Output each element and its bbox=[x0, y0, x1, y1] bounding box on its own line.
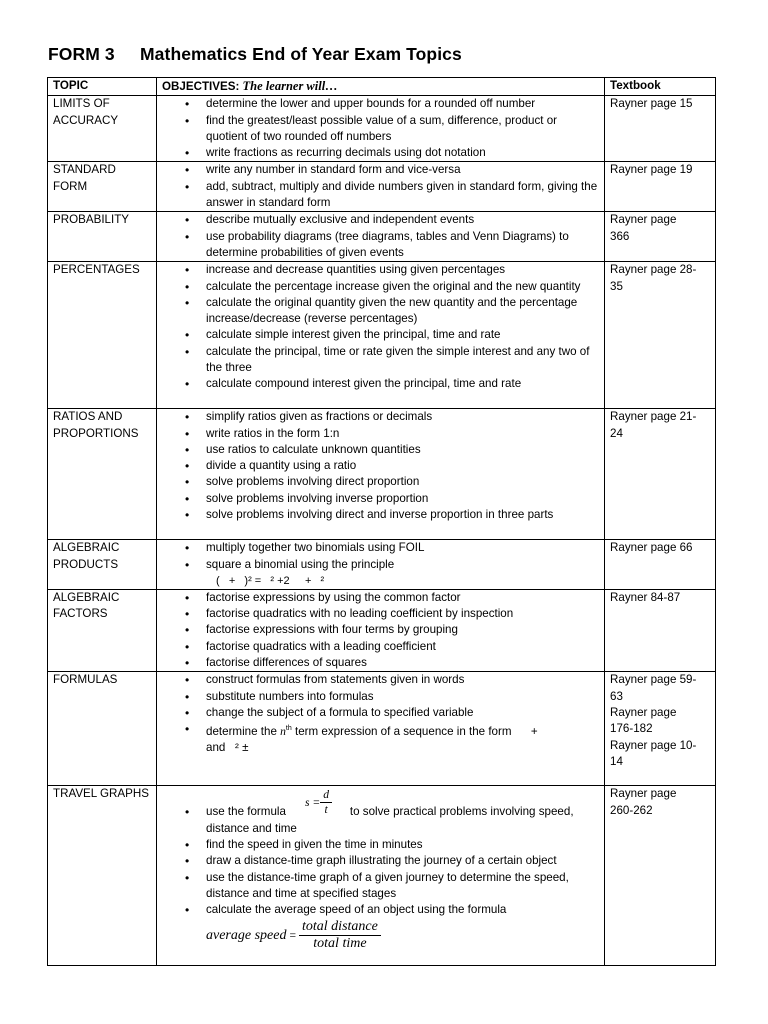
objective-list bbox=[162, 262, 600, 392]
objectives-cell bbox=[157, 212, 605, 262]
table-row bbox=[48, 162, 716, 212]
topic-cell bbox=[48, 786, 157, 966]
textbook-cell bbox=[605, 212, 716, 262]
textbook-line: 14 bbox=[610, 754, 623, 768]
textbook-line: Rayner 84-87 bbox=[610, 590, 681, 604]
topic-cell bbox=[48, 262, 157, 409]
objective-list bbox=[162, 409, 600, 523]
objective-item: • square a binomial using the principle bbox=[162, 557, 600, 573]
nth-sup: th bbox=[285, 725, 292, 733]
textbook-cell bbox=[605, 96, 716, 162]
textbook-cell bbox=[605, 786, 716, 966]
header-topic: TOPIC bbox=[48, 78, 157, 96]
textbook-line: 63 bbox=[610, 689, 623, 703]
objective-item: • calculate the percentage increase given the original and the new quantity bbox=[162, 279, 600, 295]
table-row bbox=[48, 672, 716, 786]
objective-list bbox=[162, 162, 600, 211]
textbook-line: Rayner page bbox=[610, 213, 677, 227]
objective-list bbox=[162, 590, 600, 671]
objective-item: • substitute numbers into formulas bbox=[162, 689, 600, 705]
objective-item: • solve problems involving direct and inverse proportion in three parts bbox=[162, 507, 600, 523]
average-speed-lhs: average speed bbox=[206, 927, 287, 943]
topic-line: FORM bbox=[53, 179, 88, 193]
objective-item bbox=[162, 721, 600, 740]
topic-line: ALGEBRAIC bbox=[53, 590, 120, 604]
table-row bbox=[48, 589, 716, 671]
objectives-prefix: OBJECTIVES: bbox=[162, 80, 240, 93]
objective-item: • simplify ratios given as fractions or decimals bbox=[162, 409, 600, 425]
textbook-line: 35 bbox=[610, 279, 623, 293]
table-row bbox=[48, 540, 716, 590]
objective-item: • factorise expressions by using the common factor bbox=[162, 590, 600, 606]
topics-table bbox=[47, 77, 716, 966]
nth-line2: and ² ± bbox=[206, 741, 249, 755]
objective-item: • divide a quantity using a ratio bbox=[162, 458, 600, 474]
textbook-line: 366 bbox=[610, 229, 630, 243]
objective-list bbox=[162, 804, 600, 918]
objective-item: • write any number in standard form and vice-versa bbox=[162, 162, 600, 178]
objective-item: • add, subtract, multiply and divide numbers given in standard form, giving the answer in standard form bbox=[162, 179, 600, 212]
nth-prefix: determine the bbox=[206, 725, 281, 739]
objective-text: to solve practical problems involving speed, distance and time bbox=[206, 805, 574, 835]
objective-list bbox=[162, 672, 600, 756]
table-row bbox=[48, 409, 716, 540]
textbook-line: Rayner page 66 bbox=[610, 541, 693, 555]
objective-item: • use probability diagrams (tree diagrams, tables and Venn Diagrams) to determine probabilities of given events bbox=[162, 229, 600, 262]
page-title bbox=[48, 44, 462, 65]
topic-line: RATIOS AND bbox=[53, 410, 123, 424]
objective-item: • find the speed in given the time in minutes bbox=[162, 837, 600, 853]
objective-item: • find the greatest/least possible value of a sum, difference, product or quotient of two rounded off numbers bbox=[162, 113, 600, 146]
topic-cell bbox=[48, 589, 157, 671]
topic-cell bbox=[48, 212, 157, 262]
objective-item: • determine the lower and upper bounds for a rounded off number bbox=[162, 96, 600, 112]
objective-item: • factorise quadratics with a leading coefficient bbox=[162, 639, 600, 655]
objective-item: • calculate the principal, time or rate given the simple interest and any two of the three bbox=[162, 344, 600, 377]
header-objectives bbox=[157, 78, 605, 96]
topic-cell bbox=[48, 162, 157, 212]
topic-line: ALGEBRAIC bbox=[53, 541, 120, 555]
objectives-cell bbox=[157, 540, 605, 590]
objectives-cell bbox=[157, 589, 605, 671]
textbook-line: 176-182 bbox=[610, 722, 653, 736]
topic-line: PERCENTAGES bbox=[53, 263, 140, 277]
objective-list bbox=[162, 540, 600, 573]
objective-item: • solve problems involving inverse proportion bbox=[162, 491, 600, 507]
average-speed-eq: = bbox=[289, 928, 297, 942]
objective-item: • factorise quadratics with no leading coefficient by inspection bbox=[162, 606, 600, 622]
average-speed-formula bbox=[162, 919, 600, 952]
objective-item: • draw a distance-time graph illustrating the journey of a certain object bbox=[162, 853, 600, 869]
textbook-cell bbox=[605, 262, 716, 409]
textbook-line: Rayner page 28- bbox=[610, 263, 697, 277]
objective-item: • write ratios in the form 1:n bbox=[162, 426, 600, 442]
objective-item: • solve problems involving direct proportion bbox=[162, 474, 600, 490]
objective-item: • change the subject of a formula to specified variable bbox=[162, 705, 600, 721]
nth-suffix: term expression of a sequence in the form + bbox=[291, 725, 538, 739]
topic-line: LIMITS OF bbox=[53, 97, 110, 111]
table-row bbox=[48, 262, 716, 409]
topic-line: FORMULAS bbox=[53, 673, 118, 687]
textbook-line: Rayner page 59- bbox=[610, 673, 697, 687]
speed-fraction-num: d bbox=[320, 788, 332, 803]
speed-formula-lhs: s = bbox=[305, 795, 321, 809]
objective-item: • factorise expressions with four terms by grouping bbox=[162, 622, 600, 638]
objectives-cell bbox=[157, 96, 605, 162]
textbook-line: Rayner page bbox=[610, 787, 677, 801]
average-speed-den: total time bbox=[313, 936, 367, 952]
textbook-cell bbox=[605, 672, 716, 786]
textbook-line: Rayner page 10- bbox=[610, 738, 697, 752]
objectives-cell bbox=[157, 262, 605, 409]
textbook-cell bbox=[605, 162, 716, 212]
topic-cell bbox=[48, 96, 157, 162]
textbook-line: Rayner page 21- bbox=[610, 410, 697, 424]
topic-line: ACCURACY bbox=[53, 113, 119, 127]
textbook-cell bbox=[605, 540, 716, 590]
title-text: Mathematics End of Year Exam Topics bbox=[140, 44, 462, 64]
objective-item: • calculate the average speed of an object using the formula bbox=[162, 902, 600, 918]
table-row bbox=[48, 212, 716, 262]
objective-list bbox=[162, 212, 600, 261]
header-textbook: Textbook bbox=[605, 78, 716, 96]
table-row bbox=[48, 96, 716, 162]
speed-fraction-den: t bbox=[324, 803, 328, 817]
objective-item: • multiply together two binomials using FOIL bbox=[162, 540, 600, 556]
textbook-line: 24 bbox=[610, 426, 623, 440]
textbook-line: Rayner page bbox=[610, 705, 677, 719]
objective-item: • construct formulas from statements given in words bbox=[162, 672, 600, 688]
objective-text: use the formula bbox=[206, 805, 286, 819]
topic-cell bbox=[48, 409, 157, 540]
textbook-line: Rayner page 19 bbox=[610, 163, 693, 177]
binomial-formula: ( + )² = ² +2 + ² bbox=[216, 574, 325, 587]
textbook-line: 260-262 bbox=[610, 803, 653, 817]
objective-item: • write fractions as recurring decimals using dot notation bbox=[162, 145, 600, 161]
objective-item: • calculate simple interest given the principal, time and rate bbox=[162, 327, 600, 343]
topic-line: PROPORTIONS bbox=[53, 426, 139, 440]
table-row bbox=[48, 786, 716, 966]
topic-line: FACTORS bbox=[53, 607, 108, 621]
objectives-italic: The learner will… bbox=[242, 79, 338, 93]
objective-list bbox=[162, 96, 600, 161]
objectives-cell bbox=[157, 786, 605, 966]
objective-item: • increase and decrease quantities using given percentages bbox=[162, 262, 600, 278]
topic-cell bbox=[48, 672, 157, 786]
topic-cell bbox=[48, 540, 157, 590]
topic-line: PRODUCTS bbox=[53, 557, 119, 571]
nth-n: n bbox=[280, 725, 286, 739]
objective-item: • use ratios to calculate unknown quantities bbox=[162, 442, 600, 458]
objectives-cell bbox=[157, 672, 605, 786]
average-speed-fraction bbox=[299, 919, 381, 952]
textbook-cell bbox=[605, 409, 716, 540]
average-speed-num: total distance bbox=[299, 919, 381, 936]
textbook-cell bbox=[605, 589, 716, 671]
objective-item: • calculate the original quantity given the new quantity and the percentage increase/decrease (reverse percentages) bbox=[162, 295, 600, 328]
objective-item: • describe mutually exclusive and independent events bbox=[162, 212, 600, 228]
topic-line: STANDARD bbox=[53, 163, 116, 177]
topic-line: PROBABILITY bbox=[53, 213, 130, 227]
table-header-row bbox=[48, 78, 716, 96]
objective-item: • use the distance-time graph of a given journey to determine the speed, distance and time at specified stages bbox=[162, 870, 600, 903]
objective-item: • factorise differences of squares bbox=[162, 655, 600, 671]
textbook-line: Rayner page 15 bbox=[610, 97, 693, 111]
objectives-cell bbox=[157, 409, 605, 540]
topic-line: TRAVEL GRAPHS bbox=[53, 787, 149, 801]
objective-item: • calculate compound interest given the principal, time and rate bbox=[162, 376, 600, 392]
form-label: FORM 3 bbox=[48, 44, 115, 64]
objective-item bbox=[162, 804, 600, 837]
objectives-cell bbox=[157, 162, 605, 212]
